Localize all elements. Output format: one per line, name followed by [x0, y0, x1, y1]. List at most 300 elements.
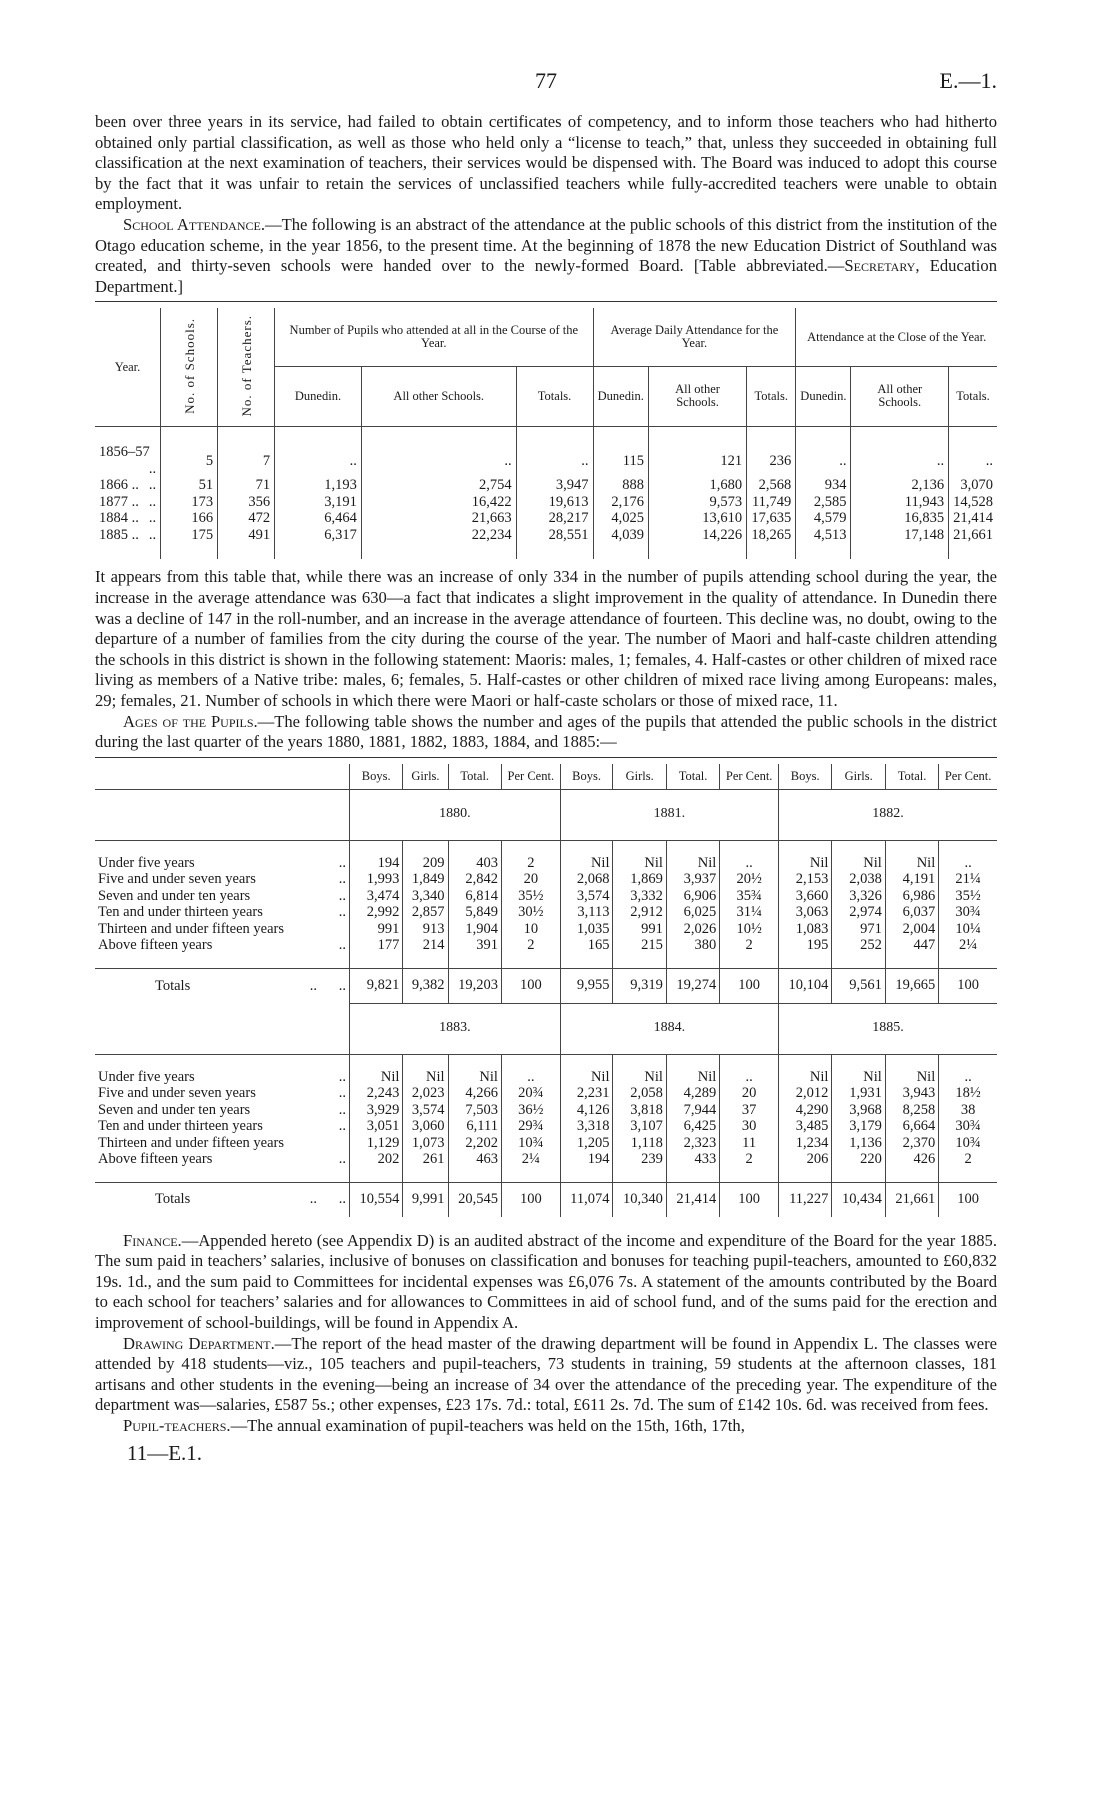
table-row [95, 888, 997, 905]
paragraph-ages [95, 712, 997, 753]
age-label: Ten and under thirteen years .. [98, 1118, 346, 1135]
value-cell [648, 527, 746, 544]
table-row [95, 937, 997, 954]
value-cell: 20 [501, 871, 560, 888]
value-cell: .. [720, 855, 779, 872]
cell-text: 2,136 [911, 477, 945, 494]
age-label: Under five years .. [98, 1068, 346, 1085]
secretary-label: Secretary [844, 256, 916, 276]
value-cell [648, 510, 746, 527]
col-year: Year. [95, 308, 161, 426]
cell-text: 1856–57 [99, 444, 150, 461]
cell-text: .. [936, 452, 945, 469]
cell-text: .. [985, 452, 993, 469]
document-reference: E.—1. [939, 68, 997, 93]
cell-text: 1885 .. [99, 526, 139, 543]
divider [95, 757, 997, 758]
page-number: 77 [535, 68, 557, 93]
cell-text: 17,148 [904, 526, 945, 543]
col-header: Boys. [560, 764, 613, 790]
value-cell: 3,051 [350, 1118, 403, 1135]
value-cell: 10 [501, 921, 560, 938]
cell-text: 11,943 [904, 493, 945, 510]
value-cell: Nil [666, 855, 719, 872]
cell-text: 173 [191, 493, 214, 510]
cell-text: 11,749 [751, 493, 792, 510]
value-cell: 2,012 [779, 1085, 832, 1102]
year-header: 1884. [560, 1003, 778, 1054]
year-header: 1885. [779, 1003, 997, 1054]
value-cell: 3,929 [350, 1102, 403, 1119]
cell-text: 21,661 [953, 526, 993, 543]
value-cell: Nil [403, 1069, 448, 1086]
value-cell: Nil [350, 1069, 403, 1086]
subcol-header: Dunedin. [275, 366, 362, 426]
col-header: Total. [885, 764, 938, 790]
total-cell: 19,203 [448, 968, 501, 1003]
value-cell: 913 [403, 921, 448, 938]
cell-text: 1866 .. [99, 477, 139, 494]
value-cell [648, 477, 746, 494]
cell-text: 21,414 [953, 510, 993, 527]
year-cell: 1866 .. .. [99, 477, 157, 494]
value-cell: 3,943 [885, 1085, 938, 1102]
value-cell: 6,425 [666, 1118, 719, 1135]
value-cell: 3,937 [666, 871, 719, 888]
value-cell: 3,660 [779, 888, 832, 905]
value-cell: 433 [666, 1151, 719, 1168]
value-cell: 20¾ [501, 1085, 560, 1102]
value-cell: 30¾ [939, 904, 997, 921]
value-cell: 6,037 [885, 904, 938, 921]
paragraph-text: —The following is an abstract of the attendance at the public schools of this district from the institution of the Otago education scheme, in the year 1856, to the present time. At the beginning of 1878 the new Education District of Southland was created, and thirty-seven schools were handed over to the newly-formed Board. [Table abbreviated.— [95, 214, 997, 276]
value-cell: 10¼ [939, 921, 997, 938]
value-cell [275, 477, 362, 494]
value-cell: Nil [885, 1069, 938, 1086]
value-cell: 214 [403, 937, 448, 954]
value-cell [361, 477, 516, 494]
table-row [95, 904, 997, 921]
table-row [95, 1085, 997, 1102]
cell-text: 51 [198, 477, 214, 494]
value-cell: 1,129 [350, 1135, 403, 1152]
value-cell: 38 [939, 1102, 997, 1119]
cell-text: 22,234 [471, 526, 512, 543]
value-cell: Nil [448, 1069, 501, 1086]
value-cell [747, 527, 796, 544]
total-cell: 9,382 [403, 968, 448, 1003]
value-cell: 6,664 [885, 1118, 938, 1135]
value-cell: 177 [350, 937, 403, 954]
cell-text: 356 [248, 493, 271, 510]
value-cell: 2,992 [350, 904, 403, 921]
cell-text: 2,754 [478, 477, 512, 494]
value-cell [949, 510, 997, 527]
age-label: Above fifteen years .. [98, 1151, 346, 1168]
total-cell: 11,227 [779, 1182, 832, 1217]
subcol-header: Dunedin. [593, 366, 648, 426]
value-cell [516, 444, 593, 477]
value-cell: 6,025 [666, 904, 719, 921]
value-cell: 2,068 [560, 871, 613, 888]
value-cell: .. [720, 1069, 779, 1086]
total-cell: 100 [720, 968, 779, 1003]
value-cell [161, 477, 218, 494]
value-cell [796, 477, 851, 494]
value-cell: 2 [501, 855, 560, 872]
value-cell [161, 494, 218, 511]
value-cell [851, 494, 949, 511]
total-cell: 100 [501, 1182, 560, 1217]
document-page [95, 68, 997, 1466]
value-cell: 971 [832, 921, 885, 938]
cell-text: 491 [248, 526, 271, 543]
ages-table [95, 764, 997, 1217]
cell-text: 236 [769, 452, 792, 469]
value-cell [747, 494, 796, 511]
value-cell: 2 [939, 1151, 997, 1168]
cell-text: 115 [622, 452, 644, 469]
value-cell [648, 494, 746, 511]
value-cell: 1,073 [403, 1135, 448, 1152]
value-cell: 991 [350, 921, 403, 938]
value-cell: 220 [832, 1151, 885, 1168]
value-cell: 1,035 [560, 921, 613, 938]
value-cell: Nil [885, 855, 938, 872]
value-cell: Nil [613, 1069, 666, 1086]
value-cell: 6,111 [448, 1118, 501, 1135]
cell-text: 28,551 [548, 526, 589, 543]
value-cell: 2 [501, 937, 560, 954]
value-cell [516, 510, 593, 527]
total-cell: 9,821 [350, 968, 403, 1003]
value-cell: 2,004 [885, 921, 938, 938]
value-cell [593, 477, 648, 494]
value-cell: 463 [448, 1151, 501, 1168]
totals-label: Totals .. .. [95, 968, 350, 1003]
subcol-header: Totals. [949, 366, 997, 426]
value-cell: 4,266 [448, 1085, 501, 1102]
section-heading: Drawing Department. [123, 1333, 275, 1353]
total-cell: 9,561 [832, 968, 885, 1003]
value-cell: 2,857 [403, 904, 448, 921]
value-cell [218, 527, 275, 544]
subcol-header: All other Schools. [361, 366, 516, 426]
table-row [95, 1118, 997, 1135]
value-cell [747, 477, 796, 494]
cell-text: .. [349, 452, 357, 469]
subcol-header: Totals. [747, 366, 796, 426]
year-header: 1883. [350, 1003, 561, 1054]
year-cell: 1856–57 .. [99, 444, 157, 477]
value-cell [161, 527, 218, 544]
paragraph-pupil-teachers [95, 1416, 997, 1437]
value-cell: 3,113 [560, 904, 613, 921]
cell-text: 4,025 [611, 510, 644, 527]
total-cell: 9,319 [613, 968, 666, 1003]
value-cell: 4,289 [666, 1085, 719, 1102]
total-cell: 21,414 [666, 1182, 719, 1217]
col-header: Total. [448, 764, 501, 790]
value-cell: 239 [613, 1151, 666, 1168]
value-cell: 37 [720, 1102, 779, 1119]
value-cell: 35½ [501, 888, 560, 905]
section-heading: Finance. [123, 1230, 182, 1250]
value-cell: 36½ [501, 1102, 560, 1119]
value-cell: 209 [403, 855, 448, 872]
value-cell [218, 444, 275, 477]
value-cell: 3,318 [560, 1118, 613, 1135]
table-row [95, 871, 997, 888]
value-cell: 3,474 [350, 888, 403, 905]
cell-text: 71 [255, 477, 271, 494]
value-cell [851, 510, 949, 527]
table-row [95, 1135, 997, 1152]
paragraph-teachers: been over three years in its service, had failed to obtain certificates of competency, and to inform those teachers who had hitherto obtained only partial classification, as well as those who held only a “license to teach,” that, unless they succeeded in obtaining full classification at the next examination of teachers, their services would be dispensed with. The Board was induced to adopt this course by the fact that it was unfair to retain the services of unclassified teachers while fully-accredited teachers were unable to obtain employment. [95, 112, 997, 214]
table-row [95, 510, 997, 527]
value-cell [796, 510, 851, 527]
value-cell: 1,993 [350, 871, 403, 888]
value-cell: 194 [560, 1151, 613, 1168]
age-label: Five and under seven years .. [98, 871, 346, 888]
age-label: Above fifteen years .. [98, 937, 346, 954]
age-label: Ten and under thirteen years .. [98, 904, 346, 921]
cell-text: 2,585 [813, 493, 847, 510]
paragraph-drawing [95, 1334, 997, 1416]
total-cell: 9,991 [403, 1182, 448, 1217]
year-header-row [95, 1003, 997, 1054]
value-cell: 18½ [939, 1085, 997, 1102]
value-cell [593, 527, 648, 544]
subcol-header: Totals. [516, 366, 593, 426]
section-heading: Pupil-teachers. [123, 1416, 231, 1436]
value-cell: 2,842 [448, 871, 501, 888]
value-cell [648, 444, 746, 477]
value-cell: 2,231 [560, 1085, 613, 1102]
value-cell: 2¼ [501, 1151, 560, 1168]
value-cell: 2,058 [613, 1085, 666, 1102]
paragraph-text: —The annual examination of pupil-teachers was held on the 15th, 16th, 17th, [230, 1416, 745, 1436]
cell-text: .. [839, 452, 847, 469]
value-cell: 2 [720, 1151, 779, 1168]
value-cell: 991 [613, 921, 666, 938]
cell-text: 166 [191, 510, 214, 527]
col-header: Per Cent. [939, 764, 997, 790]
value-cell: Nil [560, 1069, 613, 1086]
value-cell [593, 494, 648, 511]
value-cell: 252 [832, 937, 885, 954]
col-header: Boys. [779, 764, 832, 790]
totals-row [95, 968, 997, 1003]
value-cell: Nil [613, 855, 666, 872]
value-cell: 29¾ [501, 1118, 560, 1135]
value-cell: 2,974 [832, 904, 885, 921]
cell-text: 175 [191, 526, 214, 543]
col-schools: No. of Schools. [181, 317, 197, 414]
value-cell [361, 510, 516, 527]
value-cell: 2,038 [832, 871, 885, 888]
table-row [95, 444, 997, 477]
table-row [95, 527, 997, 544]
value-cell: 30¾ [939, 1118, 997, 1135]
divider [95, 301, 997, 302]
col-header: Girls. [832, 764, 885, 790]
cell-text: 4,513 [813, 526, 847, 543]
paragraph-text: —The report of the head master of the drawing department will be found in Appendix L. The classes were attended by 418 students—viz., 105 teachers and pupil-teachers, 73 students in training, 59 students at the afternoon classes, 181 artisans and other students in the evening—being an increase of 34 over the attendance of the preceding year. The expenditure of the department was—salaries, £587 5s.; other expenses, £23 17s. 7d.: total, £611 2s. 7d. The sum of £142 10s. 6d. was received from fees. [95, 1333, 998, 1415]
value-cell [593, 444, 648, 477]
value-cell [275, 444, 362, 477]
value-cell: 2,243 [350, 1085, 403, 1102]
value-cell: Nil [779, 855, 832, 872]
page-header [95, 68, 997, 112]
value-cell [949, 477, 997, 494]
group-header: Number of Pupils who attended at all in the Course of the Year. [275, 308, 593, 366]
value-cell: 3,332 [613, 888, 666, 905]
table-row [95, 855, 997, 872]
paragraph-finance [95, 1231, 997, 1334]
table-row [95, 1069, 997, 1086]
value-cell: 10¾ [501, 1135, 560, 1152]
total-cell: 19,274 [666, 968, 719, 1003]
value-cell: 2,026 [666, 921, 719, 938]
value-cell: 426 [885, 1151, 938, 1168]
value-cell: 194 [350, 855, 403, 872]
totals-row [95, 1182, 997, 1217]
cell-text: 4,579 [813, 510, 847, 527]
value-cell [218, 510, 275, 527]
value-cell: 403 [448, 855, 501, 872]
col-header: Girls. [403, 764, 448, 790]
value-cell: 3,179 [832, 1118, 885, 1135]
value-cell: 447 [885, 937, 938, 954]
subcol-header: All other Schools. [648, 366, 746, 426]
cell-text: 3,191 [324, 493, 357, 510]
value-cell: 3,107 [613, 1118, 666, 1135]
value-cell: 3,063 [779, 904, 832, 921]
cell-text: 14,226 [702, 526, 743, 543]
paragraph-text: —Appended hereto (see Appendix D) is an audited abstract of the income and expenditure of the Board for the year 1885. The sum paid in teachers’ salaries, inclusive of bonuses on classification and bonuses for teaching pupil-teachers, amounted to £60,832 19s. 1d., and the sum paid to Committees for incidental expenses was £6,076 7s. A statement of the amounts contributed by the Board to each school for teachers’ salaries and for allowances to Committees in aid of school fund, and of the sums paid for the erection and improvement of school-buildings, will be found in Appendix A. [95, 1230, 997, 1333]
value-cell: 10½ [720, 921, 779, 938]
year-header-row [95, 789, 997, 840]
value-cell: 3,574 [403, 1102, 448, 1119]
total-cell: 19,665 [885, 968, 938, 1003]
value-cell: 202 [350, 1151, 403, 1168]
value-cell: 8,258 [885, 1102, 938, 1119]
cell-text: 16,422 [471, 493, 512, 510]
value-cell: 3,326 [832, 888, 885, 905]
cell-text: 3,070 [960, 477, 993, 494]
cell-text: 9,573 [709, 493, 743, 510]
cell-text: 121 [720, 452, 743, 469]
value-cell: 2¼ [939, 937, 997, 954]
section-heading: Ages of the Pupils. [123, 711, 258, 731]
paragraph-attendance-analysis: It appears from this table that, while there was an increase of only 334 in the number of pupils attending school during the year, the increase in the average attendance was 630—a fact that indicates a slight improvement in the quality of attendance. In Dunedin there was a decline of 147 in the roll-number, and an increase in the average attendance of fourteen. This decline was, no doubt, owing to the departure of a number of families from the city during the course of the year. The number of Maori and half-caste children attending the schools in this district is shown in the following statement: Maoris: males, 1; females, 4. Half-castes or other children of mixed race living as members of a Native tribe: males, 6; females, 5. Half-castes or other children of mixed race living among Europeans: males, 29; females, 21. Number of schools in which there were Maori or half-caste scholars or those of mixed race, 11. [95, 567, 997, 710]
value-cell: 6,906 [666, 888, 719, 905]
signature-mark: 11—E.1. [127, 1440, 203, 1465]
value-cell: Nil [832, 855, 885, 872]
cell-text: 18,265 [751, 526, 792, 543]
cell-text: 28,217 [548, 510, 589, 527]
value-cell: 391 [448, 937, 501, 954]
value-cell: 20½ [720, 871, 779, 888]
section-heading: School Attendance. [123, 214, 265, 234]
value-cell: 30 [720, 1118, 779, 1135]
group-header: Average Daily Attendance for the Year. [593, 308, 796, 366]
cell-text: 17,635 [751, 510, 792, 527]
value-cell [851, 477, 949, 494]
total-cell: 100 [720, 1182, 779, 1217]
cell-text: .. [581, 452, 589, 469]
value-cell: 380 [666, 937, 719, 954]
value-cell: Nil [560, 855, 613, 872]
cell-text: 19,613 [548, 493, 589, 510]
value-cell: 3,485 [779, 1118, 832, 1135]
value-cell: 7,503 [448, 1102, 501, 1119]
value-cell: 1,904 [448, 921, 501, 938]
value-cell: 2,370 [885, 1135, 938, 1152]
value-cell [361, 494, 516, 511]
value-cell: 20 [720, 1085, 779, 1102]
value-cell [949, 444, 997, 477]
year-cell: 1877 .. .. [99, 493, 157, 510]
value-cell [275, 510, 362, 527]
attendance-table [95, 308, 997, 559]
value-cell: 1,234 [779, 1135, 832, 1152]
cell-text: .. [504, 452, 512, 469]
value-cell: 2,912 [613, 904, 666, 921]
col-teachers: No. of Teachers. [238, 314, 254, 417]
cell-text: 934 [824, 477, 847, 494]
value-cell: 165 [560, 937, 613, 954]
value-cell: 2,023 [403, 1085, 448, 1102]
value-cell [516, 527, 593, 544]
col-header: Total. [666, 764, 719, 790]
value-cell [796, 494, 851, 511]
value-cell: 1,849 [403, 871, 448, 888]
total-cell: 9,955 [560, 968, 613, 1003]
value-cell: 30½ [501, 904, 560, 921]
total-cell: 21,661 [885, 1182, 938, 1217]
year-cell: 1885 .. .. [99, 526, 157, 543]
value-cell: 7,944 [666, 1102, 719, 1119]
group-header: Attendance at the Close of the Year. [796, 308, 997, 366]
year-cell: 1884 .. .. [99, 510, 157, 527]
cell-text: 4,039 [611, 526, 644, 543]
value-cell: 2 [720, 937, 779, 954]
table-row [95, 494, 997, 511]
cell-text: 472 [248, 510, 271, 527]
cell-text: 1,680 [709, 477, 743, 494]
value-cell: 195 [779, 937, 832, 954]
value-cell: 1,931 [832, 1085, 885, 1102]
value-cell: 1,205 [560, 1135, 613, 1152]
col-header: Boys. [350, 764, 403, 790]
value-cell [593, 510, 648, 527]
value-cell: 5,849 [448, 904, 501, 921]
value-cell: 3,574 [560, 888, 613, 905]
age-label: Seven and under ten years .. [98, 887, 346, 904]
value-cell: 31¼ [720, 904, 779, 921]
subcol-header: Dunedin. [796, 366, 851, 426]
cell-text: 1877 .. [99, 493, 139, 510]
cell-text: 1884 .. [99, 510, 139, 527]
value-cell: 6,986 [885, 888, 938, 905]
value-cell: 1,083 [779, 921, 832, 938]
value-cell [949, 494, 997, 511]
year-header: 1882. [779, 789, 997, 840]
paragraph-text: —The following table shows the number and ages of the pupils that attended the public schools in the district during the last quarter of the years 1880, 1881, 1882, 1883, 1884, and 1885:— [95, 711, 997, 752]
value-cell: 3,340 [403, 888, 448, 905]
